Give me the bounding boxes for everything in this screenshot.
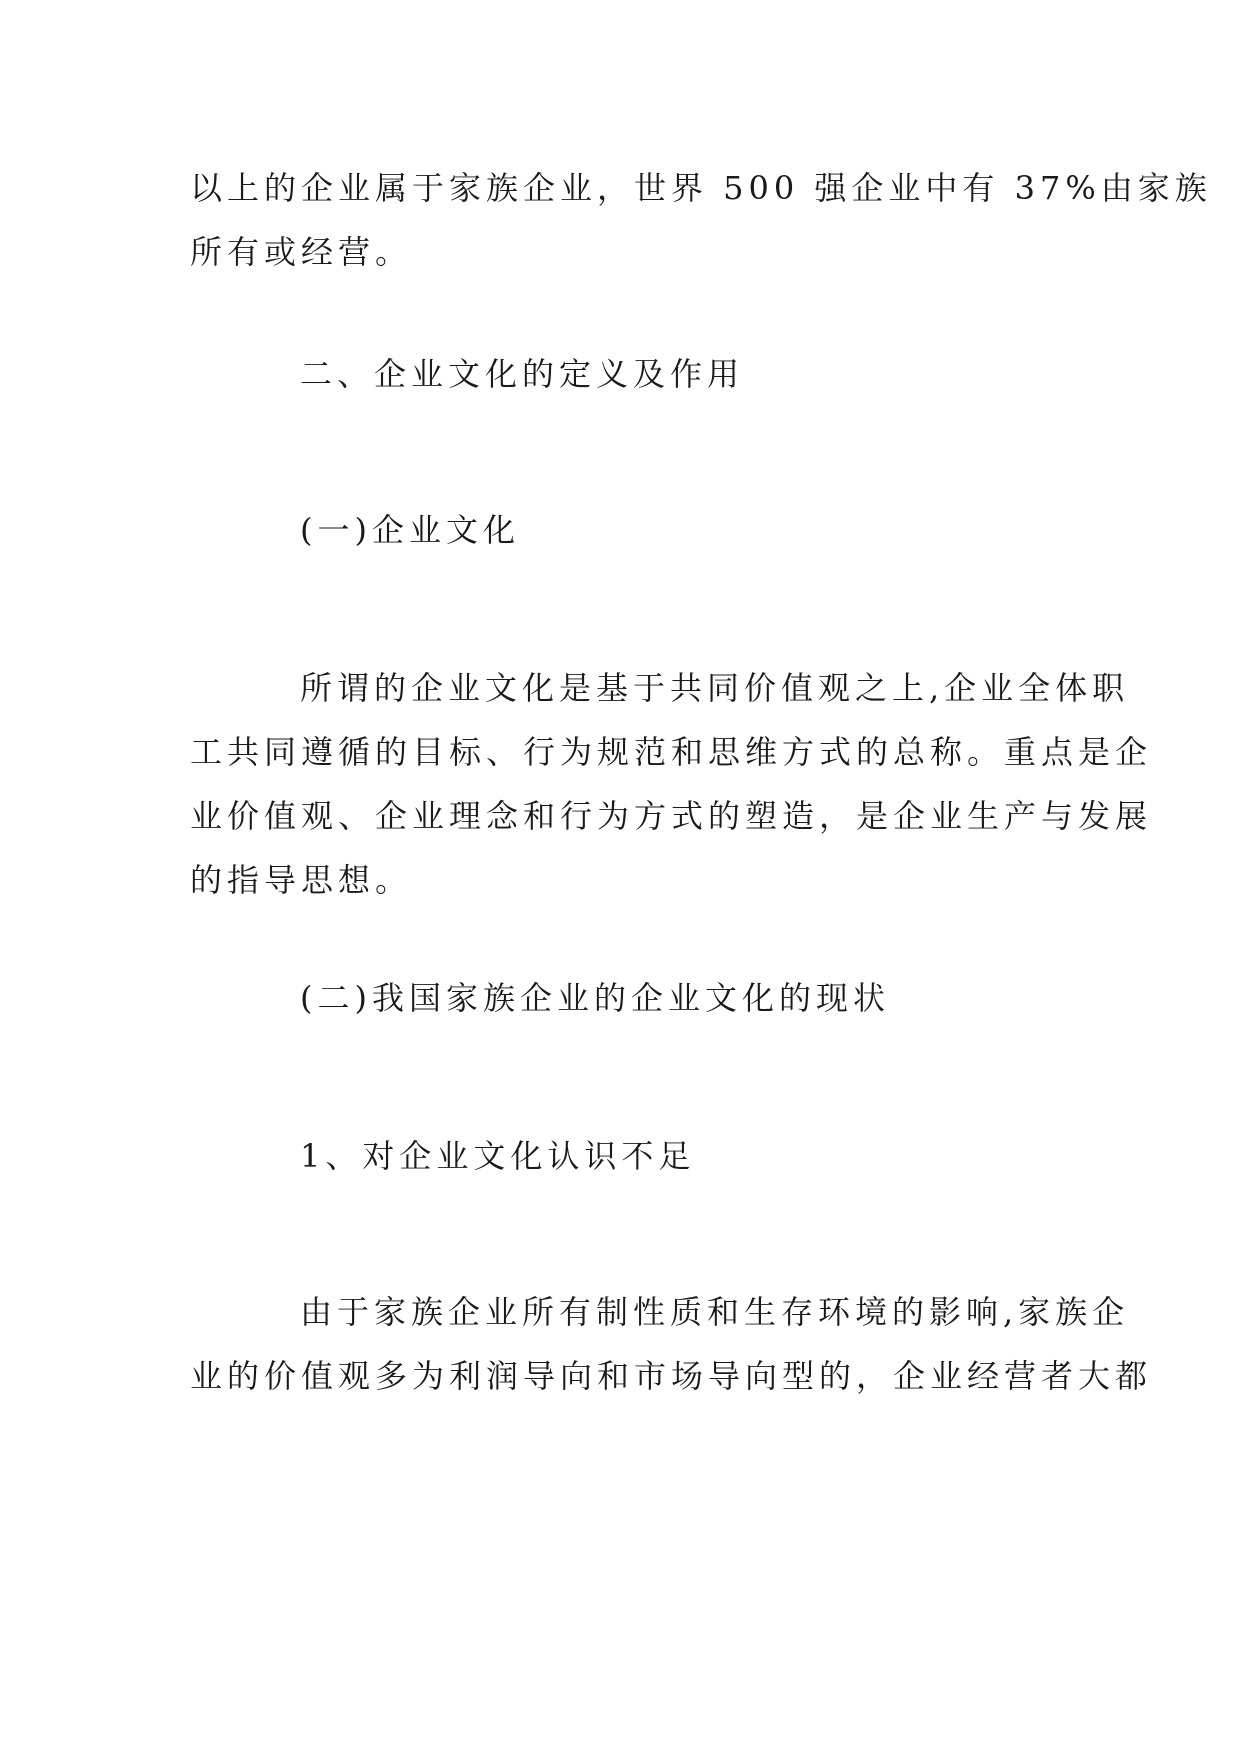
paragraph-line: 由于家族企业所有制性质和生存环境的影响,家族企 [300,1293,1130,1331]
paragraph-corporate-culture-definition [190,656,1153,912]
paragraph-family-business-stats [190,156,1212,284]
paragraph-line: 所谓的企业文化是基于共同价值观之上,企业全体职 [300,669,1130,707]
subsection-heading-corporate-culture: (一)企业文化 [300,511,520,549]
paragraph-line: 以上的企业属于家族企业，世界 500 强企业中有 37%由家族 [190,169,1212,207]
paragraph-value-orientation [190,1280,1153,1408]
paragraph-line: 工共同遵循的目标、行为规范和思维方式的总称。重点是企 [190,733,1153,771]
paragraph-line: 的指导思想。 [190,861,413,899]
paragraph-line: 业的价值观多为利润导向和市场导向型的，企业经营者大都 [190,1357,1153,1395]
section-heading-corporate-culture-definition: 二、企业文化的定义及作用 [300,355,745,393]
subsection-heading-current-status: (二)我国家族企业的企业文化的现状 [300,979,890,1017]
item-heading-insufficient-understanding: 1、对企业文化认识不足 [300,1137,696,1175]
paragraph-line: 所有或经营。 [190,233,413,271]
paragraph-line: 业价值观、企业理念和行为方式的塑造，是企业生产与发展 [190,797,1153,835]
